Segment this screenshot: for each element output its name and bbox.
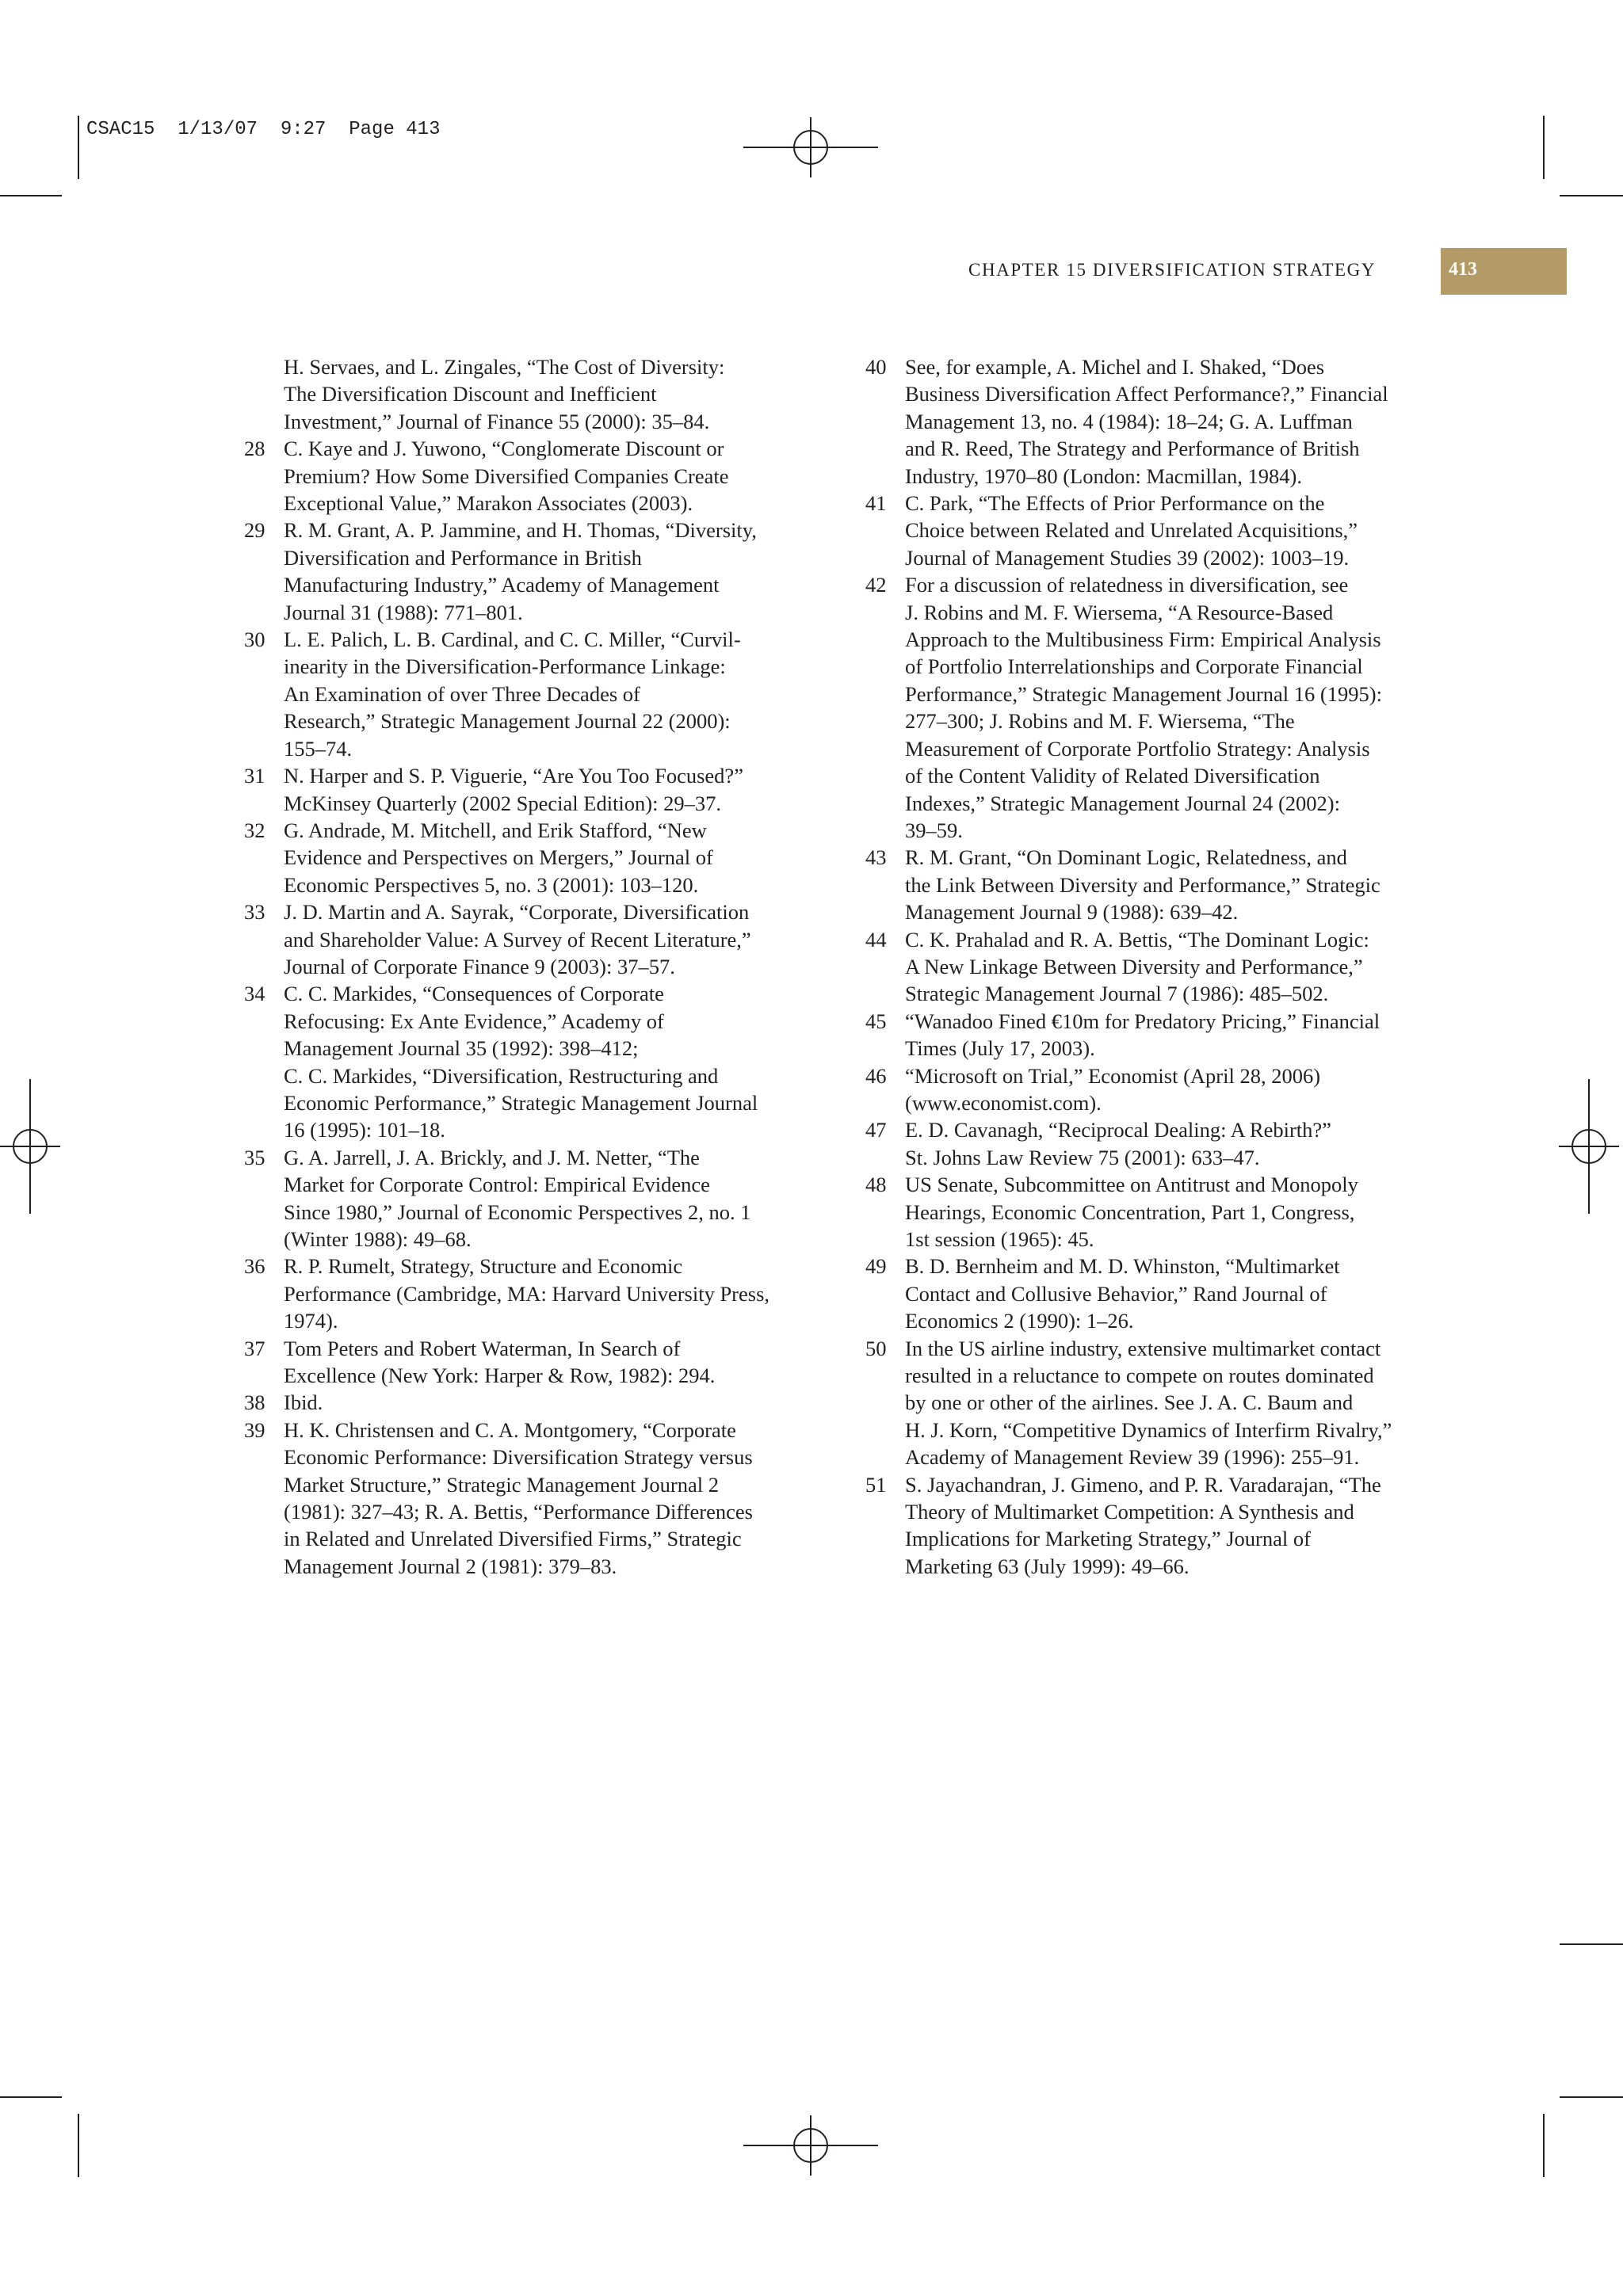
endnote-text: E. D. Cavanagh, “Reciprocal Dealing: A Rebirth?” St. Johns Law Review 75 (2001): 633–47. [905, 1118, 1331, 1169]
endnote-number: 43 [865, 845, 887, 870]
notes-column-left [244, 353, 862, 1580]
endnote-text: S. Jayachandran, J. Gimeno, and P. R. Varadarajan, “The Theory of Multimarket Competition: A Synthesis and Implications for Marketing Strategy,” Journal of Marketing 63 (July 1999): 49–66. [905, 1472, 1381, 1578]
endnote-number: 36 [244, 1254, 265, 1279]
crop-mark-top-left-horizontal [0, 195, 62, 196]
endnote [865, 490, 1484, 571]
endnote-text: C. Kaye and J. Yuwono, “Conglomerate Discount or Premium? How Some Diversified Companies Create Exceptional Value,” Marakon Associates (2003). [284, 437, 729, 516]
endnote-number: 41 [865, 491, 887, 516]
endnote-number: 39 [244, 1417, 265, 1442]
endnote-text: N. Harper and S. P. Viguerie, “Are You Too Focused?” McKinsey Quarterly (2002 Special Edition): 29–37. [284, 764, 743, 815]
endnote-text: R. M. Grant, “On Dominant Logic, Relatedness, and the Link Between Diversity and Performance,” Strategic Management Journal 9 (1988): 639–42. [905, 845, 1381, 925]
endnote-number: 50 [865, 1336, 887, 1360]
endnote-number: 38 [244, 1390, 265, 1415]
registration-mark-top-icon [743, 117, 878, 177]
endnote [244, 1389, 862, 1416]
registration-mark-right-icon [1559, 1079, 1619, 1214]
endnote-number: 31 [244, 764, 265, 788]
crop-mark-bottom-left-vertical [78, 2114, 79, 2177]
endnote [865, 926, 1484, 1008]
endnote-number: 51 [865, 1472, 887, 1497]
endnote [865, 1008, 1484, 1062]
endnote-text: J. D. Martin and A. Sayrak, “Corporate, Diversification and Shareholder Value: A Survey of Recent Literature,” Journal of Corporate Finance 9 (2003): 37–57. [284, 900, 751, 978]
endnote [865, 1471, 1484, 1581]
endnote [244, 1335, 862, 1390]
endnote-text: L. E. Palich, L. B. Cardinal, and C. C. Miller, “Curvil- inearity in the Diversification-Performance Linkage: An Examination of over Three Decades of Research,” Strategic Management Journal 22 (2000): 155–74. [284, 627, 741, 761]
crop-mark-bottom-right-vertical [1543, 2114, 1545, 2177]
page-number: 413 [1449, 259, 1477, 280]
endnote-text: “Microsoft on Trial,” Economist (April 28, 2006) (www.economist.com). [905, 1063, 1321, 1115]
endnote-text: See, for example, A. Michel and I. Shaked, “Does Business Diversification Affect Performance?,” Financial Management 13, no. 4 (1984): 18–24; G. A. Luffman and R. Reed, The Strategy and Performance of British Industry, 1970–80 (London: Macmillan, 1984). [905, 355, 1388, 488]
endnote [865, 353, 1484, 490]
endnote [865, 1253, 1484, 1334]
endnote [244, 817, 862, 898]
endnote-number: 46 [865, 1063, 887, 1088]
margin-rule-right [1560, 1943, 1623, 1945]
endnote-number: 32 [244, 818, 265, 842]
endnote [865, 1116, 1484, 1171]
endnote [244, 626, 862, 762]
endnote [244, 980, 862, 1143]
endnote-text: B. D. Bernheim and M. D. Whinston, “Multimarket Contact and Collusive Behavior,” Rand Journal of Economics 2 (1990): 1–26. [905, 1254, 1340, 1333]
endnote-number: 33 [244, 900, 265, 925]
endnote-text: US Senate, Subcommittee on Antitrust and Monopoly Hearings, Economic Concentration, Part 1, Congress, 1st session (1965): 45. [905, 1173, 1358, 1251]
endnote [865, 1171, 1484, 1253]
endnote-text: Ibid. [284, 1390, 323, 1415]
endnote-number: 44 [865, 927, 887, 952]
endnote-text: Tom Peters and Robert Waterman, In Search of Excellence (New York: Harper & Row, 1982): 294. [284, 1336, 716, 1388]
endnote-number: 34 [244, 982, 265, 1006]
endnote [244, 1144, 862, 1253]
endnote-text: G. A. Jarrell, J. A. Brickly, and J. M. Netter, “The Market for Corporate Control: Empirical Evidence Since 1980,” Journal of Economic Perspectives 2, no. 1 (Winter 1988): 49–68. [284, 1145, 751, 1251]
endnote-text: H. Servaes, and L. Zingales, “The Cost of Diversity: The Diversification Discount and Inefficient Investment,” Journal of Finance 55 (2000): 35–84. [284, 355, 725, 433]
endnote-text: H. K. Christensen and C. A. Montgomery, “Corporate Economic Performance: Diversification Strategy versus Market Structure,” Strategic Management Journal 2 (1981): 327–43; R. A. Bettis, “Performance Differences in Related and Unrelated Diversified Firms,” Strategic Management Journal 2 (1981): 379–83. [284, 1417, 753, 1578]
endnote [865, 1062, 1484, 1117]
endnote [244, 517, 862, 626]
crop-mark-top-right-vertical [1543, 116, 1545, 179]
endnote [244, 1417, 862, 1580]
endnote-number: 47 [865, 1118, 887, 1142]
endnote-number: 42 [865, 573, 887, 597]
endnote-number: 49 [865, 1254, 887, 1279]
page-number-tab [1441, 248, 1567, 295]
endnote [865, 1335, 1484, 1471]
running-head-chapter: CHAPTER 15 DIVERSIFICATION STRATEGY [968, 260, 1377, 280]
print-slug: CSAC15 1/13/07 9:27 Page 413 [86, 119, 441, 140]
endnote-number: 28 [244, 437, 265, 461]
endnote-number: 35 [244, 1145, 265, 1169]
endnote [244, 435, 862, 517]
endnote-number: 48 [865, 1173, 887, 1197]
endnote-text: For a discussion of relatedness in diversification, see J. Robins and M. F. Wiersema, “A Resource-Based Approach to the Multibusiness Firm: Empirical Analysis of Portfolio Interrelationships and Corporate Financial Performance,” Strategic Management Journal 16 (1995): 277–300; J. Robins and M. F. Wiersema, “The Measurement of Corporate Portfolio Strategy: Analysis of the Content Validity of Related Diversification Indexes,” Strategic Management Journal 24 (2002): 39–59. [905, 573, 1382, 842]
endnote [865, 844, 1484, 925]
crop-mark-bottom-right-horizontal [1560, 2096, 1623, 2098]
crop-mark-top-left-vertical [78, 116, 79, 179]
endnote-number: 30 [244, 627, 265, 652]
registration-mark-left-icon [0, 1079, 60, 1214]
endnote-number: 37 [244, 1336, 265, 1360]
endnote [244, 898, 862, 980]
endnote-number: 40 [865, 355, 887, 379]
endnote-text: R. P. Rumelt, Strategy, Structure and Economic Performance (Cambridge, MA: Harvard University Press, 1974). [284, 1254, 770, 1333]
endnote-text: G. Andrade, M. Mitchell, and Erik Stafford, “New Evidence and Perspectives on Mergers,” Journal of Economic Perspectives 5, no. 3 (2001): 103–120. [284, 818, 713, 897]
crop-mark-top-right-horizontal [1560, 195, 1623, 196]
endnote [244, 353, 862, 435]
endnote-text: R. M. Grant, A. P. Jammine, and H. Thomas, “Diversity, Diversification and Performance in British Manufacturing Industry,” Academy of Management Journal 31 (1988): 771–801. [284, 518, 757, 624]
endnote [244, 762, 862, 817]
endnote-text: C. Park, “The Effects of Prior Performance on the Choice between Related and Unrelated Acquisitions,” Journal of Management Studies 39 (2002): 1003–19. [905, 491, 1358, 570]
endnote [244, 1253, 862, 1334]
endnote [865, 571, 1484, 844]
endnote-text: C. C. Markides, “Consequences of Corporate Refocusing: Ex Ante Evidence,” Academy of Management Journal 35 (1992): 398–412; C. C. Markides, “Diversification, Restructuring and Economic Performance,” Strategic Management Journal 16 (1995): 101–18. [284, 982, 758, 1142]
registration-mark-bottom-icon [743, 2115, 878, 2176]
endnote-text: In the US airline industry, extensive multimarket contact resulted in a reluctance to compete on routes dominated by one or other of the airlines. See J. A. C. Baum and H. J. Korn, “Competitive Dynamics of Interfirm Rivalry,” Academy of Management Review 39 (1996): 255–91. [905, 1336, 1392, 1470]
endnote-text: “Wanadoo Fined €10m for Predatory Pricing,” Financial Times (July 17, 2003). [905, 1009, 1381, 1061]
endnote-number: 29 [244, 518, 265, 543]
endnote-number: 45 [865, 1009, 887, 1033]
notes-column-right [865, 353, 1484, 1580]
crop-mark-bottom-left-horizontal [0, 2096, 62, 2098]
endnote-text: C. K. Prahalad and R. A. Bettis, “The Dominant Logic: A New Linkage Between Diversity and Performance,” Strategic Management Journal 7 (1986): 485–502. [905, 927, 1369, 1006]
